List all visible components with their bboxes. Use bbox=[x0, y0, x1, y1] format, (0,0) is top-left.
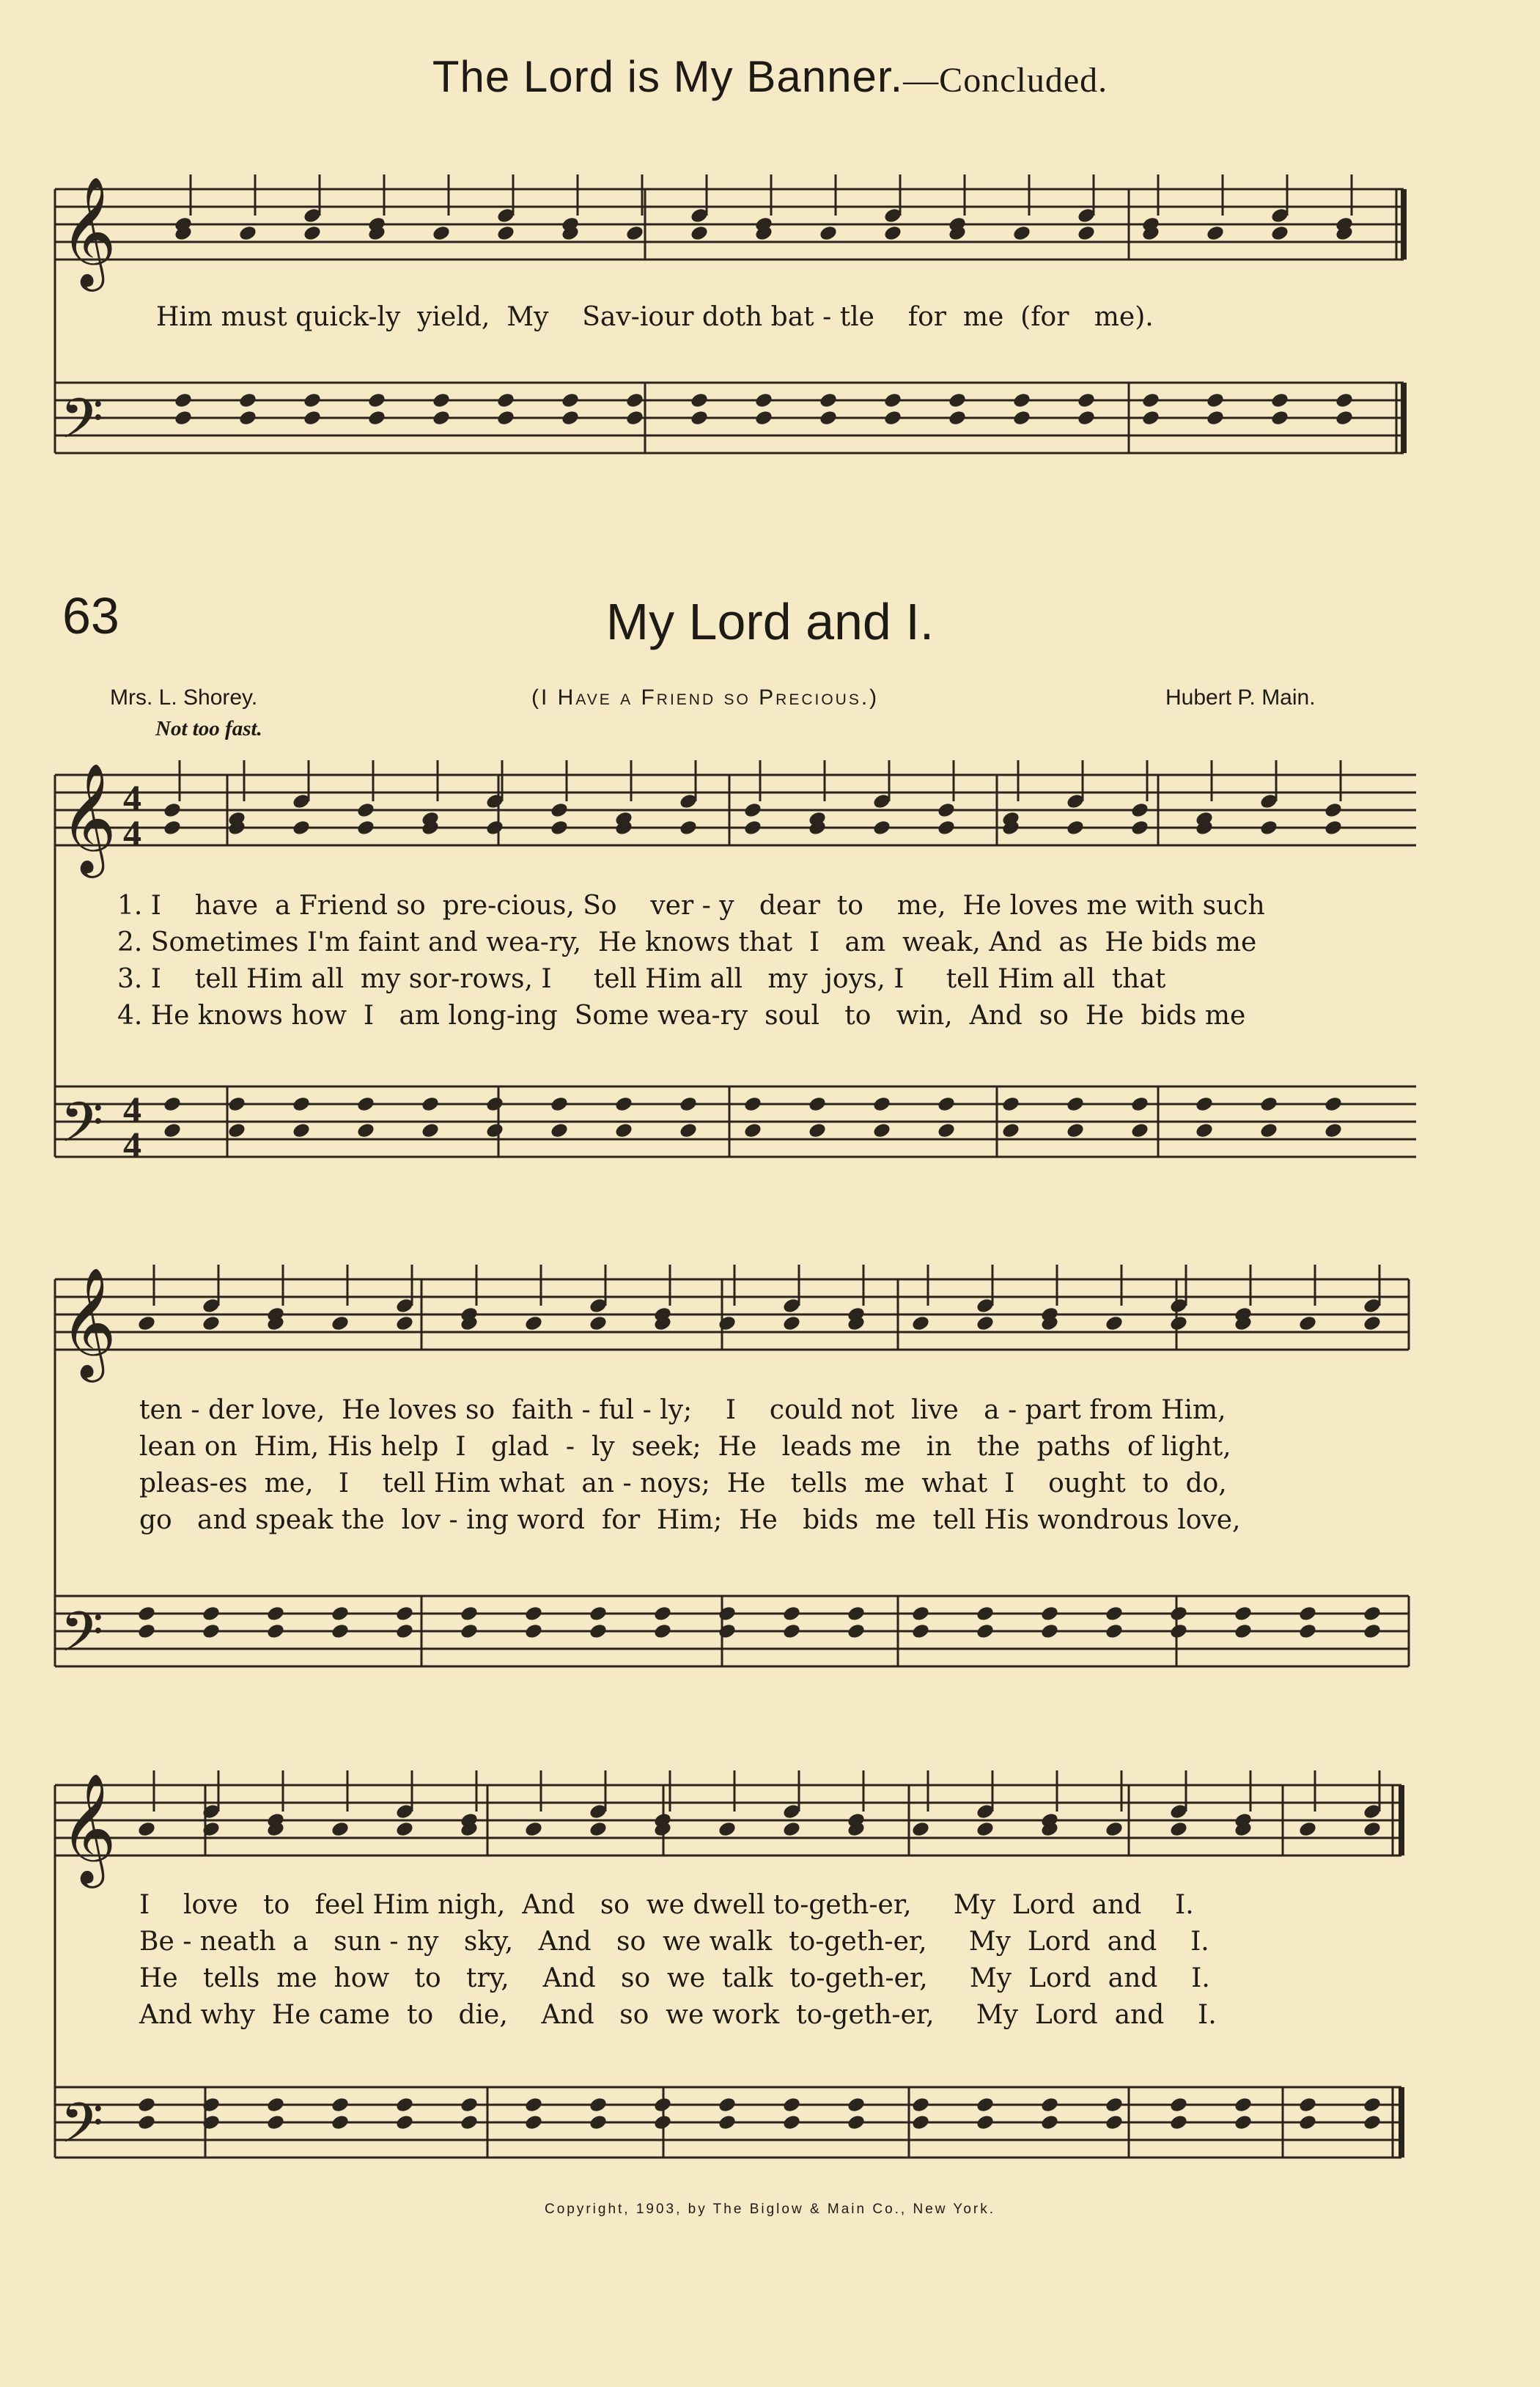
note-head bbox=[1298, 1622, 1318, 1640]
note-head bbox=[432, 224, 452, 242]
note-head bbox=[174, 391, 194, 409]
note-head bbox=[137, 1820, 157, 1838]
note-head bbox=[614, 1095, 634, 1113]
note-head bbox=[1298, 2096, 1318, 2114]
verse-3-line-2: pleas-es me, I tell Him what an - noys; He tells me what I ought to do, bbox=[139, 1468, 1227, 1498]
note-head bbox=[1077, 391, 1097, 409]
note-head bbox=[911, 2114, 931, 2131]
note-head bbox=[589, 1820, 608, 1838]
hymn-subtitle: (I Have a Friend so Precious.) bbox=[531, 685, 880, 710]
note-head bbox=[911, 1314, 931, 1332]
note-head bbox=[743, 1122, 763, 1139]
note-head bbox=[331, 2096, 350, 2114]
note-head bbox=[847, 2114, 866, 2131]
note-head bbox=[883, 224, 903, 242]
verse-4-line-2: go and speak the lov - ing word for Him; He bids me tell His wondrous love, bbox=[139, 1505, 1241, 1535]
verse-1-line-2: ten - der love, He loves so faith - ful - ly; I could not live a - part from Him, bbox=[139, 1395, 1226, 1425]
note-head bbox=[718, 1314, 737, 1332]
system-2-treble bbox=[55, 1279, 1409, 1350]
note-head bbox=[1012, 391, 1032, 409]
previous-hymn-lyric: Him must quick-ly yield, My Sav-iour doth bat - tle for me (for me). bbox=[156, 302, 1154, 332]
note-head bbox=[1001, 1095, 1021, 1113]
note-head bbox=[266, 1605, 286, 1622]
note-head bbox=[331, 1314, 350, 1332]
note-head bbox=[395, 1605, 415, 1622]
note-head bbox=[1169, 1622, 1189, 1640]
bass-clef-icon: 𝄢 bbox=[60, 2091, 104, 2169]
note-head bbox=[1169, 1820, 1189, 1838]
note-head bbox=[1324, 1095, 1344, 1113]
note-head bbox=[589, 2096, 608, 2114]
note-head bbox=[1001, 1122, 1021, 1139]
note-head bbox=[1066, 1095, 1086, 1113]
note-head bbox=[948, 409, 968, 427]
note-head bbox=[653, 2096, 673, 2114]
note-head bbox=[1259, 819, 1279, 836]
note-head bbox=[872, 1122, 892, 1139]
note-head bbox=[395, 2114, 415, 2131]
note-head bbox=[524, 1820, 544, 1838]
note-head bbox=[976, 1622, 995, 1640]
note-head bbox=[421, 1095, 441, 1113]
note-head bbox=[1012, 409, 1032, 427]
note-head bbox=[743, 801, 763, 819]
note-head bbox=[1066, 819, 1086, 836]
note-head bbox=[847, 1605, 866, 1622]
note-head bbox=[174, 409, 194, 427]
note-head bbox=[911, 2096, 931, 2114]
verse-4-line-1: 4. He knows how I am long-ing Some wea-ry soul to win, And so He bids me bbox=[117, 1001, 1246, 1031]
note-head bbox=[202, 1605, 221, 1622]
note-head bbox=[524, 1314, 544, 1332]
note-head bbox=[202, 1622, 221, 1640]
note-head bbox=[1169, 2114, 1189, 2131]
note-head bbox=[911, 1820, 931, 1838]
note-head bbox=[1234, 1622, 1253, 1640]
note-head bbox=[883, 409, 903, 427]
note-head bbox=[356, 819, 376, 836]
note-head bbox=[266, 1622, 286, 1640]
note-head bbox=[496, 224, 516, 242]
note-head bbox=[1066, 1122, 1086, 1139]
note-head bbox=[1195, 1095, 1215, 1113]
note-head bbox=[911, 1605, 931, 1622]
note-head bbox=[614, 1122, 634, 1139]
note-head bbox=[137, 2114, 157, 2131]
note-head bbox=[227, 1095, 247, 1113]
treble-clef-icon: 𝄞 bbox=[60, 175, 117, 287]
bass-clef-icon: 𝄢 bbox=[60, 386, 104, 465]
note-head bbox=[524, 2114, 544, 2131]
note-head bbox=[1259, 1122, 1279, 1139]
note-head bbox=[292, 819, 312, 836]
note-head bbox=[395, 1820, 415, 1838]
note-head bbox=[782, 1605, 802, 1622]
note-head bbox=[1040, 2096, 1060, 2114]
note-head bbox=[460, 2096, 479, 2114]
note-head bbox=[367, 409, 387, 427]
note-head bbox=[1298, 1605, 1318, 1622]
note-head bbox=[589, 1622, 608, 1640]
note-head bbox=[485, 1095, 505, 1113]
note-head bbox=[1012, 224, 1032, 242]
note-head bbox=[976, 1314, 995, 1332]
note-head bbox=[808, 1095, 828, 1113]
note-head bbox=[1105, 2096, 1124, 2114]
system-previous-treble bbox=[55, 189, 1404, 260]
note-head bbox=[137, 2096, 157, 2114]
note-head bbox=[238, 391, 258, 409]
note-head bbox=[1169, 1314, 1189, 1332]
note-head bbox=[976, 2114, 995, 2131]
note-head bbox=[754, 391, 774, 409]
note-head bbox=[550, 1095, 570, 1113]
note-head bbox=[1270, 391, 1290, 409]
note-head bbox=[1363, 2114, 1382, 2131]
note-head bbox=[1141, 409, 1161, 427]
note-head bbox=[782, 1314, 802, 1332]
note-head bbox=[1363, 1605, 1382, 1622]
note-head bbox=[808, 1122, 828, 1139]
note-head bbox=[485, 819, 505, 836]
note-head bbox=[137, 1314, 157, 1332]
note-head bbox=[1130, 819, 1150, 836]
note-head bbox=[303, 409, 323, 427]
note-head bbox=[1206, 409, 1226, 427]
note-head bbox=[1270, 409, 1290, 427]
note-head bbox=[589, 1605, 608, 1622]
note-head bbox=[1105, 1820, 1124, 1838]
note-head bbox=[718, 2096, 737, 2114]
lyricist: Mrs. L. Shorey. bbox=[110, 685, 258, 710]
note-head bbox=[872, 819, 892, 836]
note-head bbox=[331, 1820, 350, 1838]
note-head bbox=[1324, 1122, 1344, 1139]
hymn-title: My Lord and I. bbox=[605, 593, 935, 650]
note-head bbox=[460, 1605, 479, 1622]
note-head bbox=[356, 1122, 376, 1139]
note-head bbox=[1169, 1605, 1189, 1622]
note-head bbox=[625, 391, 645, 409]
note-head bbox=[1105, 1605, 1124, 1622]
note-head bbox=[819, 391, 839, 409]
note-head bbox=[718, 1622, 737, 1640]
note-head bbox=[460, 2114, 479, 2131]
note-head bbox=[1105, 2114, 1124, 2131]
note-head bbox=[1298, 1314, 1318, 1332]
copyright-notice: Copyright, 1903, by The Biglow & Main Co., New York. bbox=[544, 2202, 996, 2217]
note-head bbox=[331, 1605, 350, 1622]
note-head bbox=[303, 224, 323, 242]
previous-hymn-name: The Lord is My Banner. bbox=[432, 52, 904, 101]
note-head bbox=[266, 2096, 286, 2114]
note-head bbox=[561, 391, 581, 409]
note-head bbox=[1105, 1314, 1124, 1332]
note-head bbox=[432, 409, 452, 427]
note-head bbox=[883, 391, 903, 409]
note-head bbox=[524, 2096, 544, 2114]
note-head bbox=[202, 1314, 221, 1332]
verse-4-line-3: And why He came to die, And so we work to-geth-er, My Lord and I. bbox=[139, 2000, 1217, 2030]
note-head bbox=[782, 2096, 802, 2114]
note-head bbox=[754, 409, 774, 427]
bass-clef-icon: 𝄢 bbox=[60, 1600, 104, 1678]
note-head bbox=[948, 391, 968, 409]
time-signature-top: 4 bbox=[123, 1089, 141, 1130]
note-head bbox=[238, 409, 258, 427]
note-head bbox=[163, 1122, 183, 1139]
note-head bbox=[367, 391, 387, 409]
note-head bbox=[718, 2114, 737, 2131]
note-head bbox=[524, 1622, 544, 1640]
time-signature-bottom: 4 bbox=[123, 1124, 141, 1165]
note-head bbox=[589, 2114, 608, 2131]
note-head bbox=[847, 2096, 866, 2114]
note-head bbox=[1259, 1095, 1279, 1113]
verse-3-line-3: He tells me how to try, And so we talk to-geth-er, My Lord and I. bbox=[139, 1963, 1210, 1993]
note-head bbox=[1363, 1820, 1382, 1838]
note-head bbox=[1234, 1605, 1253, 1622]
note-head bbox=[819, 409, 839, 427]
note-head bbox=[292, 1095, 312, 1113]
continuation-note: —Concluded. bbox=[903, 61, 1108, 100]
note-head bbox=[1040, 2114, 1060, 2131]
note-head bbox=[1335, 409, 1355, 427]
note-head bbox=[872, 1095, 892, 1113]
note-head bbox=[1298, 1820, 1318, 1838]
note-head bbox=[937, 1122, 957, 1139]
note-head bbox=[847, 1622, 866, 1640]
note-head bbox=[1206, 224, 1226, 242]
note-head bbox=[395, 1622, 415, 1640]
note-head bbox=[524, 1605, 544, 1622]
note-head bbox=[432, 391, 452, 409]
note-head bbox=[1363, 1622, 1382, 1640]
note-head bbox=[1234, 2114, 1253, 2131]
note-head bbox=[782, 1820, 802, 1838]
note-head bbox=[1040, 1622, 1060, 1640]
note-head bbox=[690, 224, 710, 242]
verse-2-line-1: 2. Sometimes I'm faint and wea-ry, He knows that I am weak, And as He bids me bbox=[117, 927, 1257, 957]
note-head bbox=[937, 819, 957, 836]
time-signature-top: 4 bbox=[123, 777, 141, 818]
note-head bbox=[1077, 224, 1097, 242]
note-head bbox=[550, 801, 570, 819]
note-head bbox=[550, 819, 570, 836]
note-head bbox=[718, 1605, 737, 1622]
note-head bbox=[937, 801, 957, 819]
note-head bbox=[1298, 2114, 1318, 2131]
note-head bbox=[1130, 801, 1150, 819]
note-head bbox=[679, 1095, 699, 1113]
note-head bbox=[421, 1122, 441, 1139]
note-head bbox=[550, 1122, 570, 1139]
note-head bbox=[395, 2096, 415, 2114]
note-head bbox=[625, 224, 645, 242]
note-head bbox=[292, 1122, 312, 1139]
note-head bbox=[625, 409, 645, 427]
note-head bbox=[1169, 2096, 1189, 2114]
composer: Hubert P. Main. bbox=[1165, 685, 1316, 710]
note-head bbox=[1324, 819, 1344, 836]
note-head bbox=[589, 1314, 608, 1332]
note-head bbox=[356, 801, 376, 819]
note-head bbox=[1077, 409, 1097, 427]
note-head bbox=[137, 1622, 157, 1640]
note-head bbox=[653, 1622, 673, 1640]
note-head bbox=[976, 2096, 995, 2114]
note-head bbox=[1363, 1314, 1382, 1332]
note-head bbox=[653, 1605, 673, 1622]
note-head bbox=[163, 801, 183, 819]
note-head bbox=[782, 2114, 802, 2131]
note-head bbox=[1130, 1095, 1150, 1113]
note-head bbox=[1105, 1622, 1124, 1640]
note-head bbox=[1234, 2096, 1253, 2114]
hymn-number: 63 bbox=[62, 587, 119, 644]
note-head bbox=[163, 819, 183, 836]
note-head bbox=[819, 224, 839, 242]
note-head bbox=[1141, 391, 1161, 409]
treble-clef-icon: 𝄞 bbox=[60, 1266, 117, 1378]
verse-2-line-3: Be - neath a sun - ny sky, And so we walk to-geth-er, My Lord and I. bbox=[139, 1927, 1209, 1957]
note-head bbox=[743, 819, 763, 836]
note-head bbox=[163, 1095, 183, 1113]
system-3-treble bbox=[55, 1785, 1401, 1855]
note-head bbox=[496, 409, 516, 427]
note-head bbox=[911, 1622, 931, 1640]
note-head bbox=[485, 1122, 505, 1139]
note-head bbox=[137, 1605, 157, 1622]
note-head bbox=[718, 1820, 737, 1838]
note-head bbox=[976, 1605, 995, 1622]
tempo-marking: Not too fast. bbox=[155, 717, 262, 740]
note-head bbox=[395, 1314, 415, 1332]
note-head bbox=[331, 1622, 350, 1640]
note-head bbox=[1040, 1605, 1060, 1622]
note-head bbox=[690, 409, 710, 427]
verse-2-line-2: lean on Him, His help I glad - ly seek; He leads me in the paths of light, bbox=[139, 1432, 1231, 1462]
note-head bbox=[266, 2114, 286, 2131]
note-head bbox=[937, 1095, 957, 1113]
bass-clef-icon: 𝄢 bbox=[60, 1090, 104, 1169]
note-head bbox=[227, 1122, 247, 1139]
note-head bbox=[561, 409, 581, 427]
note-head bbox=[1324, 801, 1344, 819]
note-head bbox=[303, 391, 323, 409]
verse-1-line-3: I love to feel Him nigh, And so we dwell to-geth-er, My Lord and I. bbox=[139, 1890, 1194, 1920]
note-head bbox=[782, 1622, 802, 1640]
time-signature-bottom: 4 bbox=[123, 812, 141, 853]
note-head bbox=[679, 819, 699, 836]
note-head bbox=[1335, 391, 1355, 409]
verse-1-line-1: 1. I have a Friend so pre-cious, So ver - y dear to me, He loves me with such bbox=[117, 891, 1265, 921]
treble-clef-icon: 𝄞 bbox=[60, 762, 117, 873]
note-head bbox=[356, 1095, 376, 1113]
note-head bbox=[1206, 391, 1226, 409]
note-head bbox=[653, 2114, 673, 2131]
note-head bbox=[743, 1095, 763, 1113]
note-head bbox=[1195, 1122, 1215, 1139]
note-head bbox=[1270, 224, 1290, 242]
note-head bbox=[679, 1122, 699, 1139]
note-head bbox=[460, 1622, 479, 1640]
note-head bbox=[690, 391, 710, 409]
note-head bbox=[331, 2114, 350, 2131]
treble-clef-icon: 𝄞 bbox=[60, 1772, 117, 1883]
note-head bbox=[496, 391, 516, 409]
verse-3-line-1: 3. I tell Him all my sor-rows, I tell Him all my joys, I tell Him all that bbox=[117, 964, 1166, 994]
note-head bbox=[976, 1820, 995, 1838]
note-head bbox=[1363, 2096, 1382, 2114]
system-1-bass bbox=[55, 1086, 1416, 1157]
note-head bbox=[238, 224, 258, 242]
note-head bbox=[1130, 1122, 1150, 1139]
system-previous-bass bbox=[55, 383, 1404, 453]
